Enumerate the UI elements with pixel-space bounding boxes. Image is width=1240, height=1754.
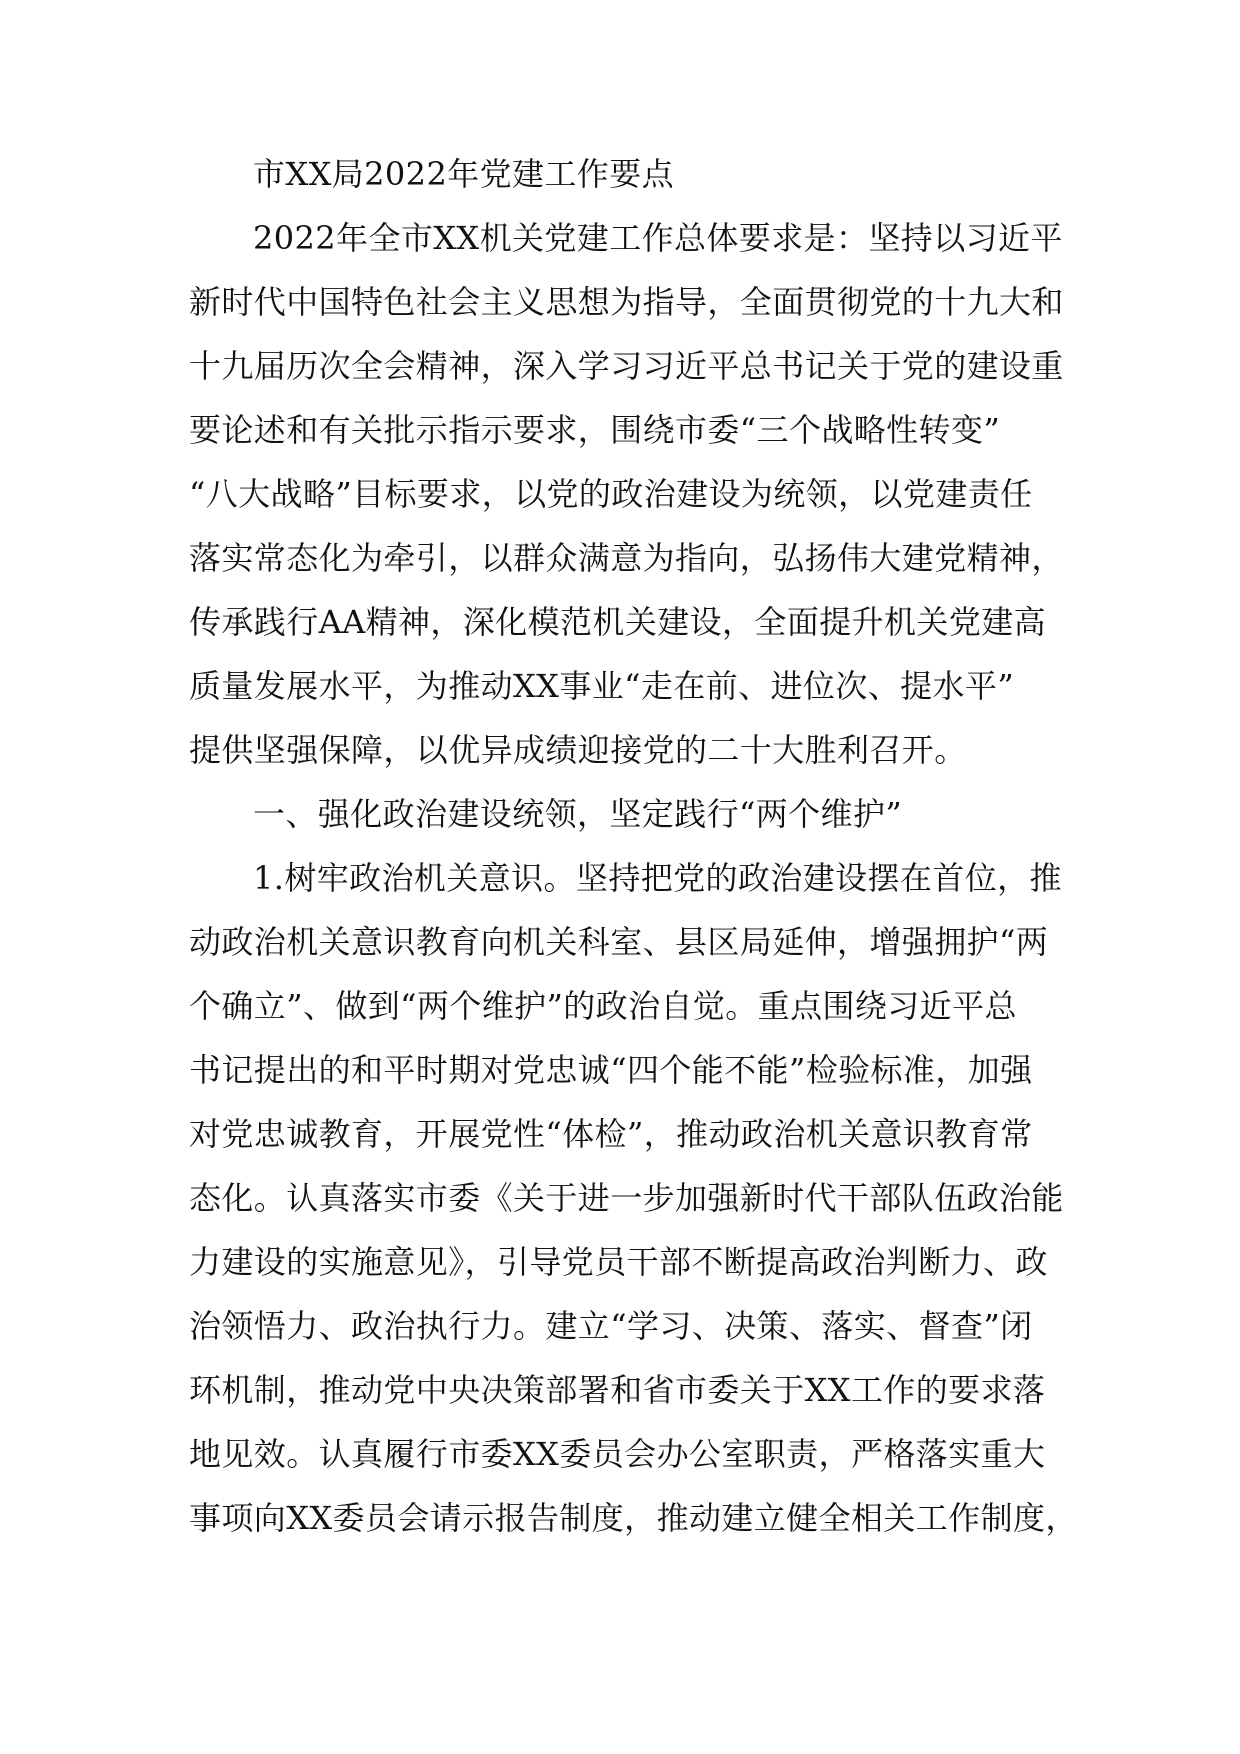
paragraph-line: 动政治机关意识教育向机关科室、县区局延伸，增强拥护“两	[189, 923, 1049, 961]
paragraph-line: 要论述和有关批示指示要求，围绕市委“三个战略性转变”	[189, 411, 1001, 449]
paragraph-line: 传承践行AA精神，深化模范机关建设，全面提升机关党建高	[189, 603, 1047, 641]
paragraph-line: 2022年全市XX机关党建工作总体要求是：坚持以习近平	[253, 219, 1063, 257]
paragraph-line: 力建设的实施意见》，引导党员干部不断提高政治判断力、政	[189, 1243, 1048, 1281]
paragraph-line: 书记提出的和平时期对党忠诚“四个能不能”检验标准，加强	[189, 1051, 1033, 1089]
paragraph-line: 个确立”、做到“两个维护”的政治自觉。重点围绕习近平总	[189, 987, 1017, 1025]
document-title: 市XX局2022年党建工作要点	[253, 155, 675, 193]
paragraph-line: 地见效。认真履行市委XX委员会办公室职责，严格落实重大	[189, 1435, 1046, 1473]
paragraph-line: 对党忠诚教育，开展党性“体检”，推动政治机关意识教育常	[189, 1115, 1033, 1153]
paragraph-line: 落实常态化为牵引，以群众满意为指向，弘扬伟大建党精神，	[189, 539, 1064, 577]
paragraph-line: 1.树牢政治机关意识。坚持把党的政治建设摆在首位，推	[253, 859, 1062, 897]
paragraph-line: 态化。认真落实市委《关于进一步加强新时代干部队伍政治能	[189, 1179, 1064, 1217]
paragraph-line: 质量发展水平，为推动XX事业“走在前、进位次、提水平”	[189, 667, 1015, 705]
paragraph-line: 新时代中国特色社会主义思想为指导，全面贯彻党的十九大和	[189, 283, 1064, 321]
paragraph-line: 事项向XX委员会请示报告制度，推动建立健全相关工作制度，	[189, 1499, 1078, 1537]
section-heading: 一、强化政治建设统领，坚定践行“两个维护”	[253, 795, 903, 833]
paragraph-line: “八大战略”目标要求，以党的政治建设为统领，以党建责任	[189, 475, 1033, 513]
paragraph-line: 十九届历次全会精神，深入学习习近平总书记关于党的建设重	[189, 347, 1064, 385]
paragraph-line: 环机制，推动党中央决策部署和省市委关于XX工作的要求落	[189, 1371, 1046, 1409]
paragraph-line: 提供坚强保障，以优异成绩迎接党的二十大胜利召开。	[189, 731, 967, 769]
paragraph-line: 治领悟力、政治执行力。建立“学习、决策、落实、督查”闭	[189, 1307, 1033, 1345]
